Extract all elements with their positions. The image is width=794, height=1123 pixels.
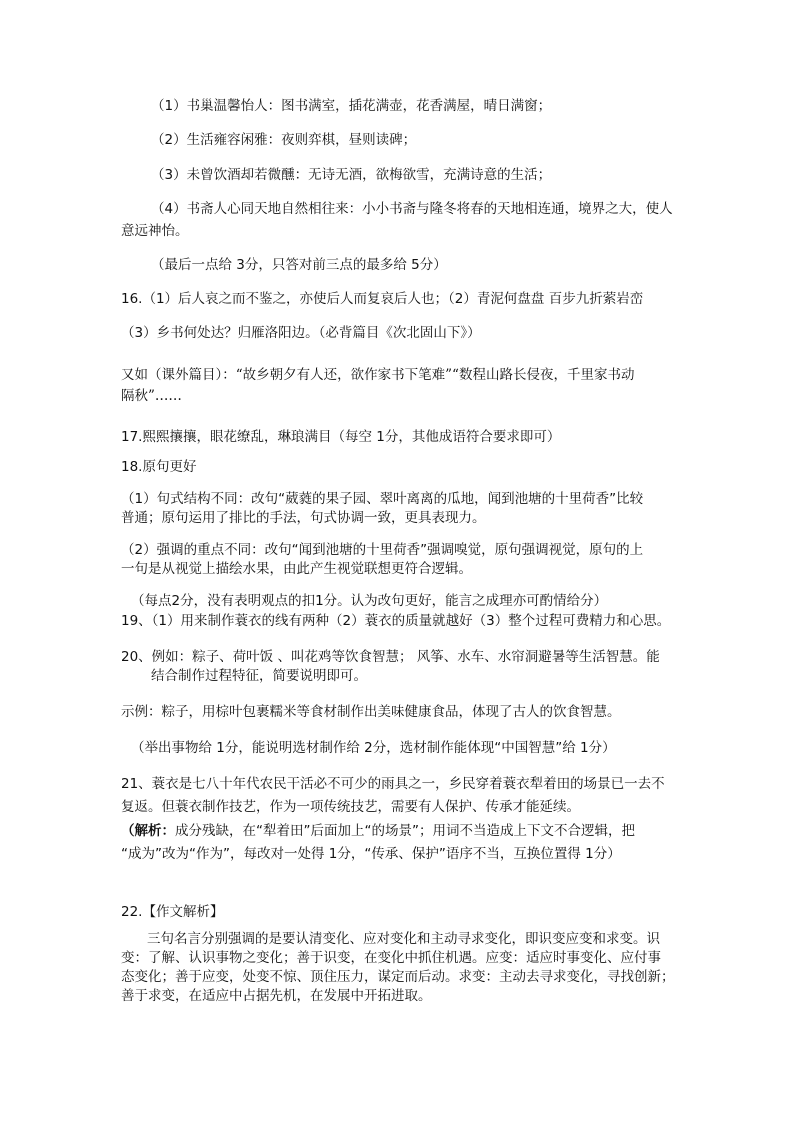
q15-point-4-line-2: 意远神怡。 [121,223,189,239]
q18-point-2-line-1: （2）强调的重点不同：改句“闻到池塘的十里荷香”强调嗅觉，原句强调视觉，原句的上 [121,542,644,558]
q15-point-2: （2）生活雍容闲雅：夜则弈棋，昼则读碑； [151,132,417,148]
q17-answer: 17.熙熙攘攘，眼花缭乱，琳琅满目（每空 1分，其他成语符合要求即可） [121,429,561,445]
q18-point-2-line-2: 一句是从视觉上描绘水果，由此产生视觉联想更符合逻辑。 [121,561,472,577]
q22-title: 22.【作文解析】 [121,904,224,920]
q16-line-2: （3）乡书何处达？归雁洛阳边。（必背篇目《次北固山下》） [121,325,481,341]
q16-line-1: 16.（1）后人哀之而不鉴之，亦使后人而复哀后人也；（2）青泥何盘盘 百步九折萦岩峦 [121,291,644,307]
q22-paragraph-line-1: 三句名言分别强调的是要认清变化、应对变化和主动寻求变化，即识变应变和求变。识 [147,931,660,947]
q16-line-4: 隔秋”…… [121,388,182,404]
q18-point-1-line-2: 普通；原句运用了排比的手法，句式协调一致，更具表现力。 [121,510,486,526]
q15-scoring-note: （最后一点给 3分，只答对前三点的最多给 5分） [151,257,447,273]
q21-analysis-line-2: “成为”改为“作为”，每改对一处得 1分，“传承、保护”语序不当，互换位置得 1分） [121,846,621,862]
q20-line-2: 结合制作过程特征，简要说明即可。 [151,668,367,684]
q21-analysis-line-1 [121,822,635,840]
q16-line-3: 又如（课外篇目）：“故乡朝夕有人还，欲作家书下笔难”“数程山路长侵夜，千里家书动 [121,367,635,383]
q22-paragraph-line-2: 变：了解、认识事物之变化；善于识变，在变化中抓住机遇。应变：适应时事变化、应付事 [121,950,661,966]
q18-scoring-note: （每点2分，没有表明观点的扣1分。认为改句更好，能言之成理亦可酌情给分） [131,593,608,609]
q20-example: 示例：粽子，用棕叶包裹糯米等食材制作出美味健康食品，体现了古人的饮食智慧。 [121,704,621,720]
q22-paragraph-line-3: 态变化；善于应变，处变不惊、顶住压力，谋定而后动。求变：主动去寻求变化，寻找创新； [121,969,675,985]
q15-point-3: （3）未曾饮酒却若微醺：无诗无酒，欲梅欲雪，充满诗意的生活； [151,167,552,183]
q18-title: 18.原句更好 [121,459,197,475]
q22-paragraph-line-4: 善于求变，在适应中占据先机，在发展中开拓进取。 [121,988,432,1004]
q21-analysis-text: 成分残缺，在“犁着田”后面加上“的场景”；用词不当造成上下文不合逻辑，把 [175,823,635,839]
q15-point-1: （1）书巢温馨怡人：图书满室，插花满壶，花香满屋，晴日满窗； [151,98,552,114]
q20-scoring-note: （举出事物给 1分，能说明选材制作给 2分，选材制作能体现“中国智慧”给 1分） [131,740,616,756]
q20-line-1: 20、例如：粽子、荷叶饭 、叫花鸡等饮食智慧； 风筝、水车、水帘洞避暑等生活智慧。能 [121,649,660,665]
q18-point-1-line-1: （1）句式结构不同：改句“葳蕤的果子园、翠叶离离的瓜地，闻到池塘的十里荷香”比较 [121,491,644,507]
q21-analysis-label: （解析： [121,823,175,839]
q19-answer: 19、（1）用来制作蓑衣的线有两种（2）蓑衣的质量就越好（3）整个过程可费精力和心思。 [121,613,671,629]
q15-point-4-line-1: （4）书斋人心同天地自然相往来：小小书斋与隆冬将春的天地相连通，境界之大，使人 [151,201,673,217]
q21-line-2: 复返。但蓑衣制作技艺，作为一项传统技艺，需要有人保护、传承才能延续。 [121,799,580,815]
q21-line-1: 21、蓑衣是七八十年代农民干活必不可少的雨具之一，乡民穿着蓑衣犁着田的场景已一去不 [121,776,665,792]
